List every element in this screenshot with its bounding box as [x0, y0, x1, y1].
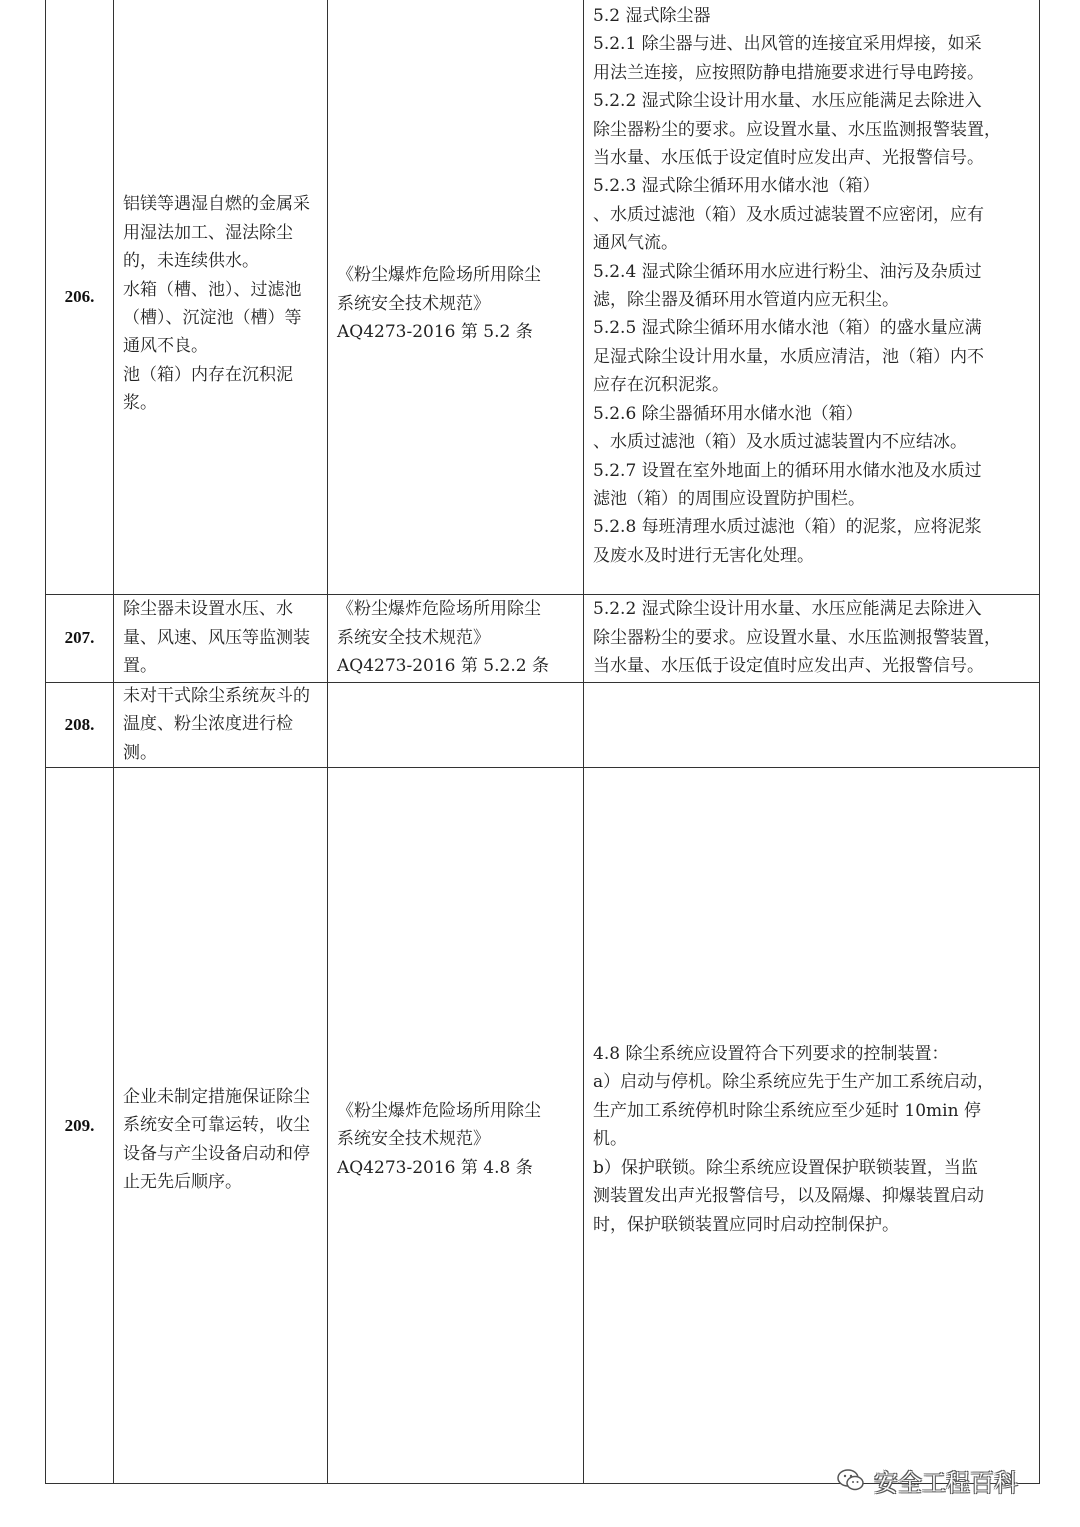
requirement-text: 5.2.3 湿式除尘循环用水储水池（箱） [593, 176, 880, 197]
requirement-text: 5.2.6 除尘器循环用水储水池（箱） [593, 403, 863, 424]
requirement-text: 及废水及时进行无害化处理。 [593, 545, 814, 566]
requirement-text: 当水量、水压低于设定值时应发出声、光报警信号。 [593, 656, 984, 677]
requirement-text: 机。 [593, 1129, 627, 1150]
requirement-text: 滤，除尘器及循环用水管道内应无积尘。 [593, 290, 899, 311]
requirement-text: 生产加工系统停机时除尘系统应至少延时 10min 停 [593, 1100, 981, 1121]
row-number: 209. [64, 1115, 95, 1135]
basis-text: 系统安全技术规范》 [337, 1129, 490, 1150]
issue-text: 企业未制定措施保证除尘系统安全可靠运转，收尘设备与产尘设备启动和停止无先后顺序。 [123, 1086, 310, 1192]
basis-text: 系统安全技术规范》 [337, 627, 490, 648]
basis-text: 《粉尘爆炸危险场所用除尘 [337, 1100, 541, 1121]
issue-cell [113, 767, 327, 1484]
requirement-text: 5.2 湿式除尘器 [593, 6, 711, 26]
issue-text: 除尘器未设置水压、水量、风速、风压等监测装置。 [123, 599, 310, 677]
requirement-text: a）启动与停机。除尘系统应先于生产加工系统启动， [593, 1072, 995, 1093]
issue-text: 未对干式除尘系统灰斗的温度、粉尘浓度进行检测。 [123, 685, 310, 763]
issue-cell [113, 0, 327, 594]
regulation-table [45, 0, 1040, 1484]
requirement-text: 测装置发出声光报警信号，以及隔爆、抑爆装置启动 [593, 1186, 984, 1207]
basis-text: AQ4273-2016 第 5.2.2 条 [337, 656, 549, 677]
issue-text: 池（箱）内存在沉积泥浆。 [123, 364, 293, 414]
issue-cell [113, 594, 327, 682]
requirement-text: 当水量、水压低于设定值时应发出声、光报警信号。 [593, 148, 984, 169]
basis-cell [327, 0, 583, 594]
requirement-text: 5.2.1 除尘器与进、出风管的连接宜采用焊接，如采 [593, 34, 982, 55]
requirement-text: 5.2.2 湿式除尘设计用水量、水压应能满足去除进入 [593, 91, 982, 112]
requirement-text: b）保护联锁。除尘系统应设置保护联锁装置，当监 [593, 1157, 978, 1178]
requirement-text: 除尘器粉尘的要求。应设置水量、水压监测报警装置， [593, 119, 1001, 140]
requirement-text: 5.2.4 湿式除尘循环用水应进行粉尘、油污及杂质过 [593, 261, 982, 282]
requirement-text: 时，保护联锁装置应同时启动控制保护。 [593, 1214, 899, 1235]
issue-text: 铝镁等遇湿自燃的金属采用湿法加工、湿法除尘的，未连续供水。 [123, 194, 310, 272]
requirement-text: 除尘器粉尘的要求。应设置水量、水压监测报警装置， [593, 627, 1001, 648]
row-number: 207. [64, 628, 95, 647]
basis-cell [327, 767, 583, 1484]
requirement-text: 、水质过滤池（箱）及水质过滤装置不应密闭，应有 [593, 204, 984, 225]
requirement-text: 通风气流。 [593, 233, 678, 254]
row-number: 208. [64, 714, 95, 734]
requirement-cell-empty [583, 682, 1041, 767]
basis-text: 《粉尘爆炸危险场所用除尘 [337, 265, 541, 286]
issue-text: 水箱（槽、池）、过滤池（槽）、沉淀池（槽）等通风不良。 [123, 279, 302, 357]
issue-cell [113, 682, 327, 767]
basis-cell [327, 594, 583, 682]
basis-text: AQ4273-2016 第 4.8 条 [337, 1157, 533, 1178]
requirement-text: 、水质过滤池（箱）及水质过滤装置内不应结冰。 [593, 432, 967, 453]
basis-cell-empty [327, 682, 583, 767]
requirement-cell [583, 0, 1041, 594]
requirement-text: 滤池（箱）的周围应设置防护围栏。 [593, 488, 865, 509]
requirement-text: 5.2.5 湿式除尘循环用水储水池（箱）的盛水量应满 [593, 318, 982, 339]
basis-text: AQ4273-2016 第 5.2 条 [337, 322, 533, 343]
requirement-cell [583, 594, 1041, 682]
watermark-text: 安全工程百科 [874, 1468, 1018, 1497]
wechat-icon [836, 1465, 866, 1495]
basis-text: 《粉尘爆炸危险场所用除尘 [337, 599, 541, 620]
requirement-text: 应存在沉积泥浆。 [593, 375, 729, 396]
requirement-text: 足湿式除尘设计用水量，水质应清洁，池（箱）内不 [593, 346, 984, 367]
requirement-text: 5.2.7 设置在室外地面上的循环用水储水池及水质过 [593, 460, 982, 481]
requirement-cell [583, 767, 1041, 1484]
requirement-text: 4.8 除尘系统应设置符合下列要求的控制装置： [593, 1044, 949, 1065]
requirement-text: 5.2.8 每班清理水质过滤池（箱）的泥浆，应将泥浆 [593, 517, 982, 538]
row-number: 206. [64, 287, 95, 306]
basis-text: 系统安全技术规范》 [337, 293, 490, 314]
watermark [836, 1460, 1018, 1500]
requirement-text: 5.2.2 湿式除尘设计用水量、水压应能满足去除进入 [593, 599, 982, 620]
requirement-text: 用法兰连接，应按照防静电措施要求进行导电跨接。 [593, 62, 984, 83]
